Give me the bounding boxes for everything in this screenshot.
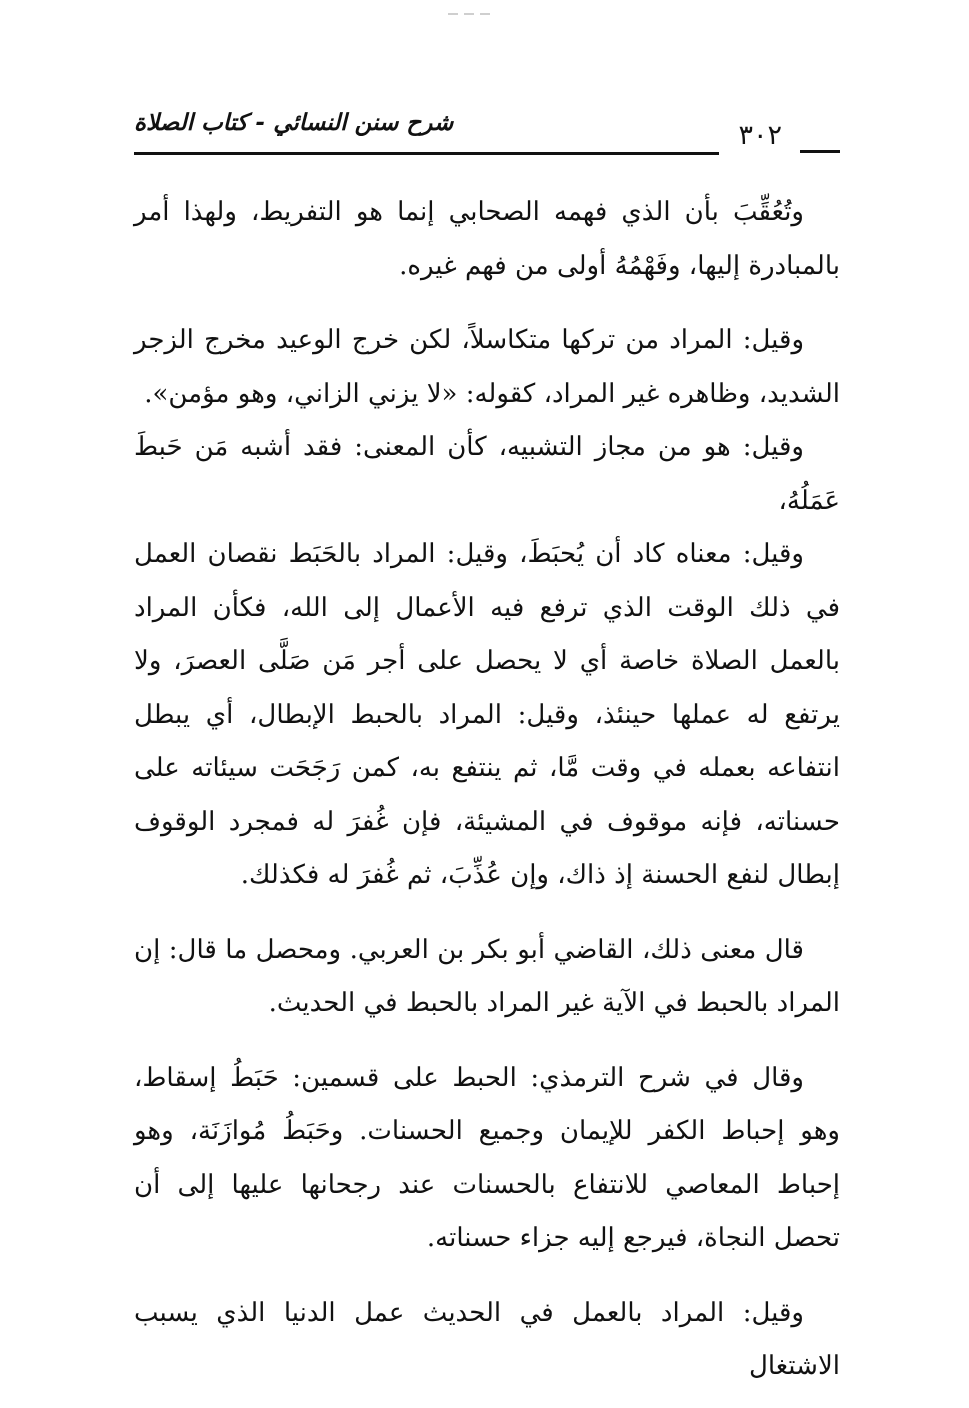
paragraph: وقيل: هو من مجاز التشبيه، كأن المعنى: فقد أشبه مَن حَبطَ عَمَلُهُ،	[134, 432, 840, 516]
scan-artifact-mark	[448, 13, 458, 15]
paragraph: وقيل: المراد بالعمل في الحديث عمل الدنيا الذي يسبب الاشتغال	[134, 1297, 840, 1381]
paragraph: وقال في شرح الترمذي: الحبط على قسمين: حَبَطُ إسقاط، وهو إحباط الكفر للإيمان وجميع الحسنات. وحَبَطُ مُوازَنَة، وهو إحباط المعاصي للانتفاع بالحسنات عند رجحانها عليها إلى أن تحصل النجاة، فيرجع إليه جزاء حسناته.	[134, 1062, 840, 1253]
page-number: ٣٠٢	[738, 120, 782, 151]
paragraph: وقيل: معناه كاد أن يُحبَطَ، وقيل: المراد بالحَبَط نقصان العمل في ذلك الوقت الذي ترفع فيه الأعمال إلى الله، فكأن المراد بالعمل الصلاة خاصة أي لا يحصل على أجر مَن صَلَّى العصرَ، ولا يرتفع له عملها حينئذ، وقيل: المراد بالحبط الإبطال، أي يبطل انتفاعه بعمله في وقت مَّا، ثم ينتفع به، كمن رَجَحَت سيئاته على حسناته، فإنه موقوف في المشيئة، فإن غُفرَ له فمجرد الوقوف إبطال لنفع الحسنة إذ ذاك، وإن عُذِّبَ، ثم غُفرَ له فكذلك.	[134, 539, 840, 890]
paragraph: وقيل: المراد من تركها متكاسلاً، لكن خرج الوعيد مخرج الزجر الشديد، وظاهره غير المراد، كقوله: «لا يزني الزاني، وهو مؤمن».	[134, 325, 840, 409]
page-body	[134, 186, 840, 1394]
running-title: شرح سنن النسائي - كتاب الصلاة	[134, 110, 454, 136]
scan-artifact-mark	[480, 13, 490, 15]
scan-artifact	[448, 0, 518, 6]
page-number-dash	[800, 150, 840, 153]
paragraph: قال معنى ذلك، القاضي أبو بكر بن العربي. ومحصل ما قال: إن المراد بالحبط في الآية غير المراد بالحبط في الحديث.	[134, 934, 840, 1018]
page-header	[134, 108, 840, 156]
scan-artifact-mark	[464, 13, 474, 15]
paragraph: وتُعُقِّبَ بأن الذي فهمه الصحابي إنما هو التفريط، ولهذا أمر بالمبادرة إليها، وفَهْمُهُ أولى من فهم غيره.	[134, 197, 840, 281]
header-rule	[134, 152, 719, 155]
